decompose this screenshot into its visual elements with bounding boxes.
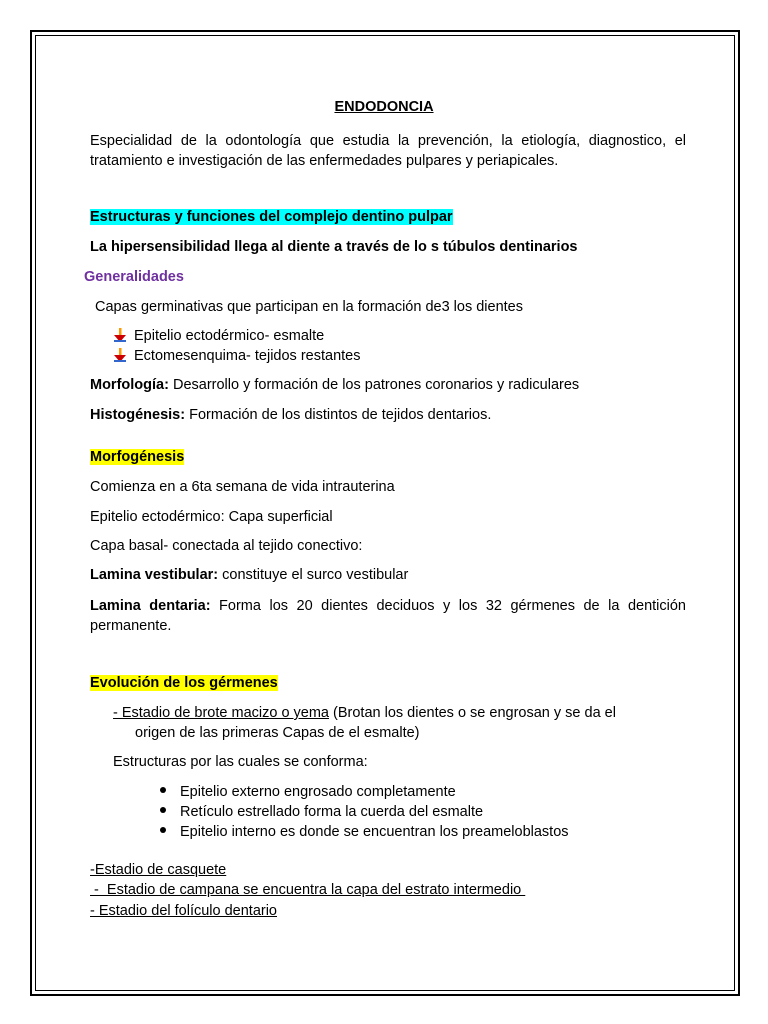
section-heading-estructuras <box>90 208 453 226</box>
estructuras-lead: Estructuras por las cuales se conforma: <box>113 754 368 770</box>
list-item-text: Retículo estrellado forma la cuerda del esmalte <box>180 804 484 820</box>
estadio-foliculo: - Estadio del folículo dentario <box>90 903 277 919</box>
estadio-campana: - Estadio de campana se encuentra la capa del estrato intermedio <box>90 882 526 898</box>
list-item-text: Epitelio externo engrosado completamente <box>180 784 456 800</box>
evolucion-heading <box>90 674 278 692</box>
morfologia-line <box>90 376 579 394</box>
list-item-text: Epitelio interno es donde se encuentran los preameloblastos <box>180 824 569 840</box>
histogenesis-line <box>90 406 491 424</box>
list-item <box>114 327 324 345</box>
histogenesis-text: Formación de los distintos de tejidos dentarios. <box>185 407 492 423</box>
lamina-dentaria-term: Lamina dentaria: <box>90 598 211 614</box>
morfologia-term: Morfología: <box>90 377 169 393</box>
estadio-casquete: -Estadio de casquete <box>90 862 227 878</box>
morfogenesis-line: Comienza en a 6ta semana de vida intrauterina <box>90 479 395 495</box>
bullet-dot-icon <box>160 787 166 793</box>
histogenesis-term: Histogénesis: <box>90 407 186 423</box>
lamina-vestibular-text: constituye el surco vestibular <box>218 567 409 583</box>
lamina-vestibular-line <box>90 566 408 584</box>
bullet-dot-icon <box>160 827 166 833</box>
morfogenesis-heading-text: Morfogénesis <box>90 449 185 465</box>
list-item <box>160 803 483 821</box>
list-item-text: Ectomesenquima- tejidos restantes <box>134 348 361 364</box>
evolucion-heading-text: Evolución de los gérmenes <box>90 675 278 691</box>
morfogenesis-line: Epitelio ectodérmico: Capa superficial <box>90 509 333 525</box>
estadio-brote-label: - Estadio de brote macizo o yema <box>113 705 329 721</box>
estadio-brote-line <box>113 704 616 722</box>
arrow-down-bullet-icon <box>114 348 126 362</box>
arrow-down-bullet-icon <box>114 328 126 342</box>
section-heading-estructuras-text: Estructuras y funciones del complejo dentino pulpar <box>90 209 453 225</box>
generalidades-heading: Generalidades <box>84 269 184 285</box>
bullet-dot-icon <box>160 807 166 813</box>
hipersensibilidad-statement: La hipersensibilidad llega al diente a través de lo s túbulos dentinarios <box>90 239 578 255</box>
lamina-dentaria-paragraph <box>90 596 686 636</box>
estadio-brote-desc: (Brotan los dientes o se engrosan y se da el <box>329 705 616 721</box>
document-title: ENDODONCIA <box>334 99 434 115</box>
lamina-vestibular-term: Lamina vestibular: <box>90 567 219 583</box>
morfogenesis-line: Capa basal- conectada al tejido conectivo: <box>90 538 363 554</box>
list-item <box>160 823 569 841</box>
list-item-text: Epitelio ectodérmico- esmalte <box>134 328 325 344</box>
morfologia-text: Desarrollo y formación de los patrones coronarios y radiculares <box>168 377 580 393</box>
morfogenesis-heading <box>90 448 184 466</box>
intro-paragraph: Especialidad de la odontología que estudia la prevención, la etiología, diagnostico, el tratamiento e investigación de las enfermedades pulpares y periapicales. <box>90 133 686 169</box>
lamina-dentaria-text: Forma los 20 dientes deciduos y los 32 gérmenes de la dentición permanente. <box>90 598 686 634</box>
capas-lead: Capas germinativas que participan en la formación de3 los dientes <box>95 299 523 315</box>
estadio-brote-continuation: origen de las primeras Capas de el esmalte) <box>135 725 420 741</box>
list-item <box>114 347 360 365</box>
list-item <box>160 783 456 801</box>
